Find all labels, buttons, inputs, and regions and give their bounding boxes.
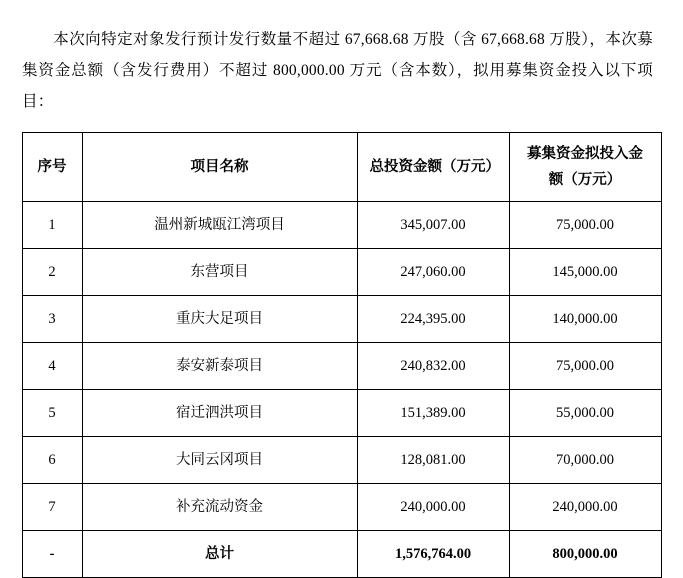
cell-no: 2: [22, 249, 82, 296]
intro-paragraph: [0, 16, 683, 117]
column-header-raised-investment-label: 募集资金拟投入金额（万元）: [527, 146, 643, 188]
cell-no: 1: [22, 202, 82, 249]
cell-raised-investment: 55,000.00: [509, 390, 661, 437]
table-row: [22, 390, 661, 437]
cell-no: -: [22, 531, 82, 578]
cell-total-investment: 151,389.00: [357, 390, 509, 437]
cell-raised-investment: 140,000.00: [509, 296, 661, 343]
cell-raised-investment: 145,000.00: [509, 249, 661, 296]
document-page: [0, 16, 683, 564]
column-header-project-name: [82, 133, 357, 202]
table-total-row: [22, 531, 661, 578]
cell-total-investment: 224,395.00: [357, 296, 509, 343]
table-row: [22, 202, 661, 249]
cell-project-name: 东营项目: [82, 249, 357, 296]
column-header-no: [22, 133, 82, 202]
fundraising-projects-table: [22, 132, 662, 578]
table-row: [22, 343, 661, 390]
cell-project-name: 大同云冈项目: [82, 437, 357, 484]
cell-total-investment: 240,832.00: [357, 343, 509, 390]
column-header-no-label: 序号: [37, 159, 67, 175]
cell-raised-investment: 240,000.00: [509, 484, 661, 531]
cell-total-label: 总计: [82, 531, 357, 578]
cell-raised-investment: 75,000.00: [509, 202, 661, 249]
column-header-total-investment: [357, 133, 509, 202]
cell-total-investment: 240,000.00: [357, 484, 509, 531]
table-row: [22, 296, 661, 343]
cell-total-investment: 345,007.00: [357, 202, 509, 249]
cell-raised-investment: 70,000.00: [509, 437, 661, 484]
table-row: [22, 249, 661, 296]
cell-project-name: 温州新城瓯江湾项目: [82, 202, 357, 249]
cell-raised-investment-sum: 800,000.00: [509, 531, 661, 578]
column-header-project-name-label: 项目名称: [190, 159, 249, 175]
cell-total-investment: 247,060.00: [357, 249, 509, 296]
cell-no: 4: [22, 343, 82, 390]
cell-no: 7: [22, 484, 82, 531]
cell-total-investment: 128,081.00: [357, 437, 509, 484]
table-row: [22, 484, 661, 531]
cell-project-name: 重庆大足项目: [82, 296, 357, 343]
cell-raised-investment: 75,000.00: [509, 343, 661, 390]
cell-project-name: 泰安新泰项目: [82, 343, 357, 390]
cell-total-investment-sum: 1,576,764.00: [357, 531, 509, 578]
column-header-total-investment-label: 总投资金额（万元）: [369, 159, 500, 175]
table-row: [22, 437, 661, 484]
paragraph-text: 本次向特定对象发行预计发行数量不超过 67,668.68 万股（含 67,668.68 万股），本次募集资金总额（含发行费用）不超过 800,000.00 万元（含本数），拟用募集资金投入以下项目：: [22, 30, 653, 110]
cell-project-name: 补充流动资金: [82, 484, 357, 531]
table-header-row: [22, 133, 661, 202]
cell-no: 6: [22, 437, 82, 484]
cell-project-name: 宿迁泗洪项目: [82, 390, 357, 437]
column-header-raised-investment: [509, 133, 661, 202]
cell-no: 5: [22, 390, 82, 437]
cell-no: 3: [22, 296, 82, 343]
